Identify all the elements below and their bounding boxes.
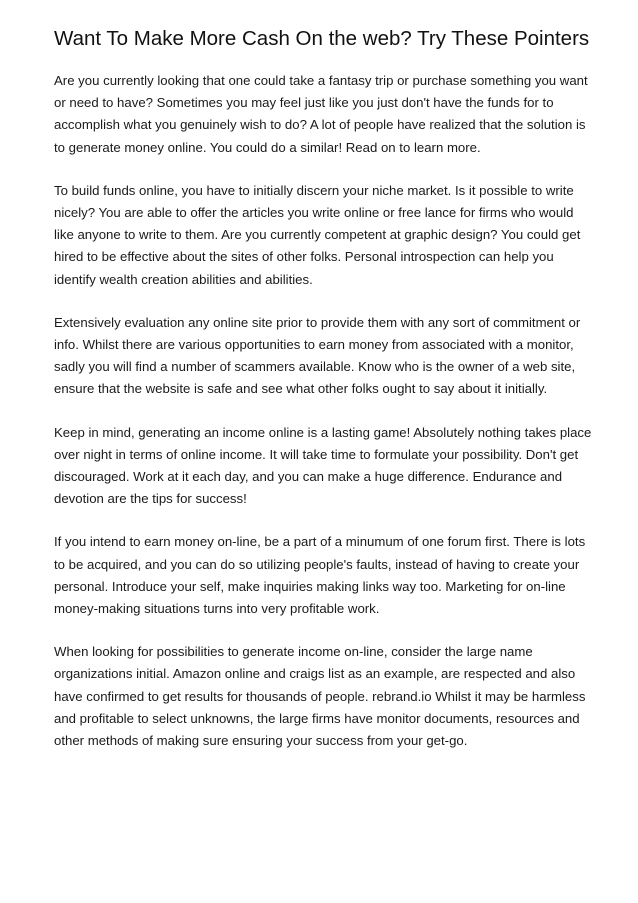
paragraph-6: When looking for possibilities to generate income on-line, consider the large name organizations initial. Amazon online and craigs list as an example, are respected and also have confirmed to get results for thousands of people. rebrand.io Whilst it may be harmless and profitable to select unknowns, the large firms have monitor documents, resources and other methods of making sure ensuring your success from your get-go.: [54, 644, 586, 749]
paragraph-3: Extensively evaluation any online site prior to provide them with any sort of commitment or info. Whilst there are various opportunities to earn money from associated with a monitor, sadly you will find a number of scammers available. Know who is the owner of a web site, ensure that the website is safe and see what other folks ought to say about it initially.: [54, 314, 581, 397]
paragraph-2: To build funds online, you have to initially discern your niche market. Is it possible to write nicely? You are able to offer the articles you write online or free lance for firms who would like anyone to write to them. Are you currently competent at graphic design? You could get hired to be effective about the sites of other folks. Personal introspection can help you identify wealth creation abilities and abilities.: [54, 182, 581, 287]
paragraph-1: Are you currently looking that one could take a fantasy trip or purchase something you want or need to have? Sometimes you may feel just like you just don't have the funds for to accomplish what you genuinely wish to do? A lot of people have realized that the solution is to generate money online. You could do a similar! Read on to learn more.: [54, 73, 588, 155]
paragraph-5: If you intend to earn money on-line, be a part of a minumum of one forum first. There is lots to be acquired, and you can do so utilizing people's faults, instead of having to create your personal. Introduce your self, make inquiries making links way too. Marketing for on-line money-making situations turns into very profitable work.: [54, 534, 586, 617]
page-title: Want To Make More Cash On the web? Try These Pointers: [54, 27, 590, 50]
paragraph-4: Keep in mind, generating an income online is a lasting game! Absolutely nothing takes place over night in terms of online income. It will take time to formulate your possibility. Don't get discouraged. Work at it each day, and you can make a huge difference. Endurance and devotion are the tips for success!: [54, 424, 592, 507]
document-body: [54, 70, 594, 773]
